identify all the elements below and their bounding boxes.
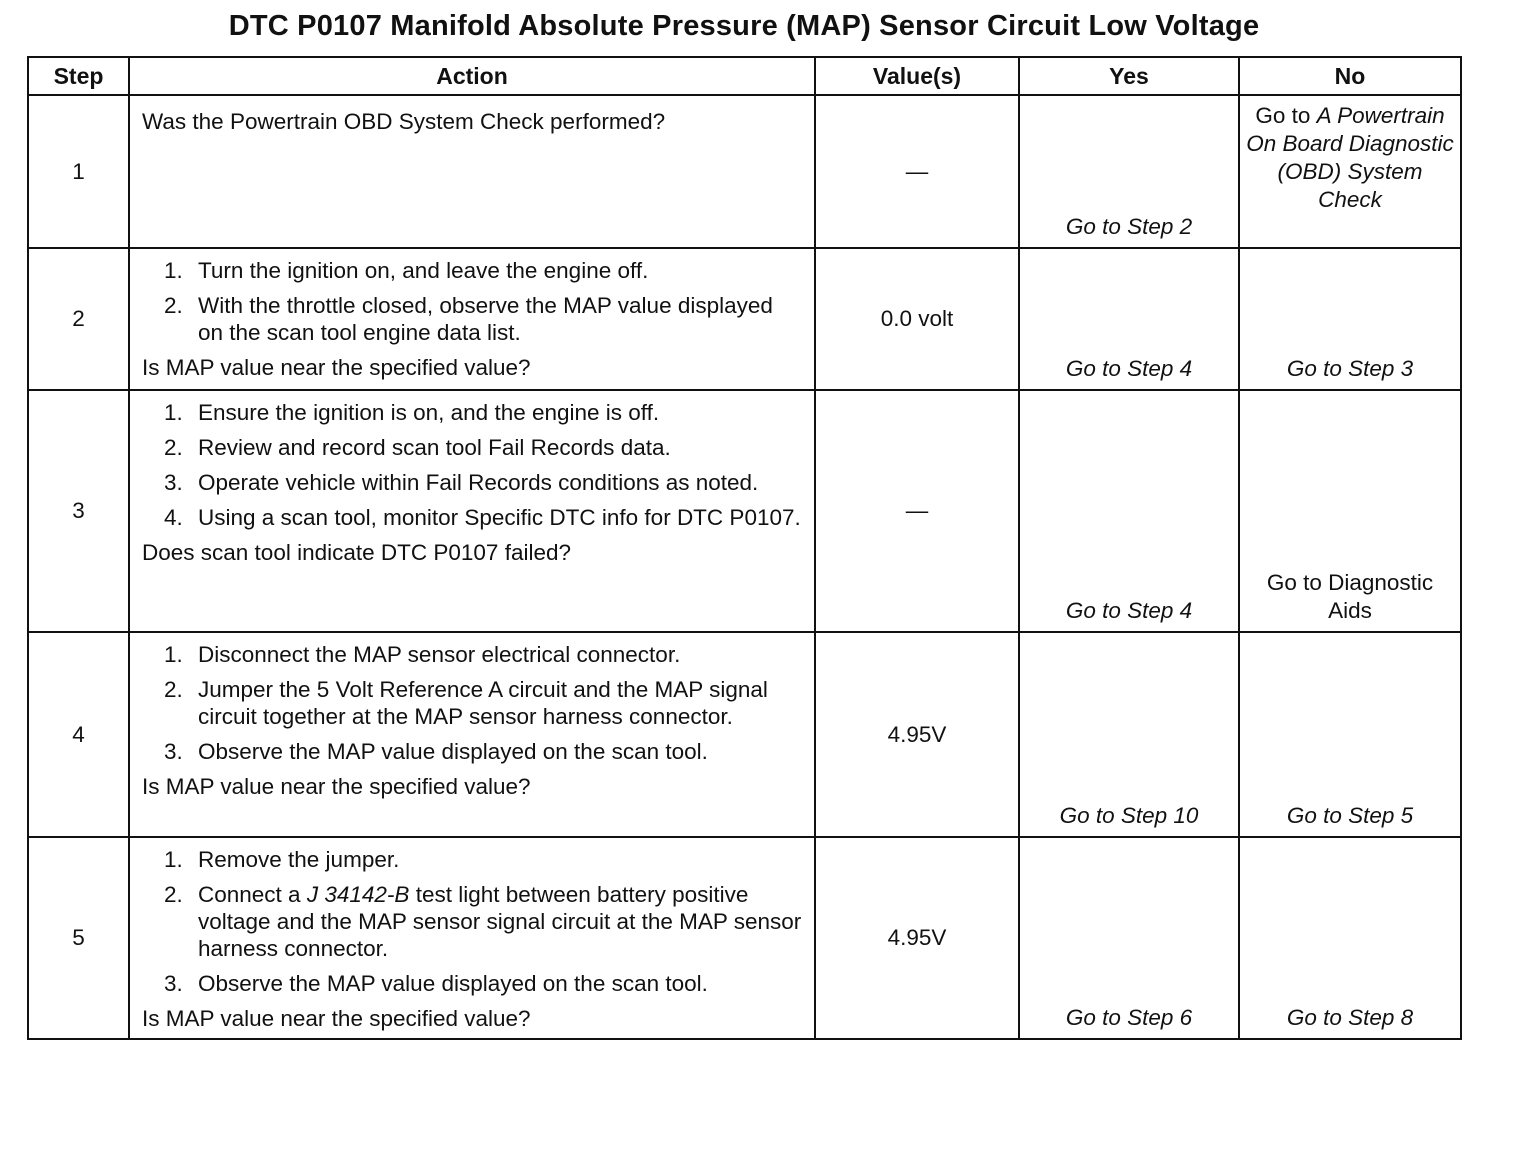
no-link[interactable]: Go to Step 3 [1239, 248, 1461, 390]
no-prefix: Go to [1255, 103, 1311, 128]
value-cell: — [815, 95, 1019, 248]
action-cell [129, 632, 815, 837]
item-text: Observe the MAP value displayed on the scan tool. [198, 739, 708, 764]
action-item [142, 846, 804, 873]
item-number: 1. [164, 642, 183, 667]
diagnostic-table [27, 56, 1462, 1040]
item-number: 4. [164, 505, 183, 530]
page-title: DTC P0107 Manifold Absolute Pressure (MAP) Sensor Circuit Low Voltage [228, 10, 1260, 42]
action-item [142, 469, 804, 496]
yes-link[interactable]: Go to Step 4 [1019, 248, 1239, 390]
action-item [142, 881, 804, 962]
step-number: 2 [28, 248, 129, 390]
value-cell: 4.95V [815, 837, 1019, 1039]
item-text: Turn the ignition on, and leave the engine off. [198, 258, 649, 283]
item-number: 3. [164, 739, 183, 764]
action-item [142, 292, 804, 346]
header-action: Action [129, 57, 815, 95]
step-number: 1 [28, 95, 129, 248]
tool-link[interactable]: J 34142-B [306, 882, 410, 907]
item-text: With the throttle closed, observe the MAP value displayed on the scan tool engine data list. [198, 293, 773, 345]
no-link[interactable]: Go to Step 8 [1239, 837, 1461, 1039]
step-number: 4 [28, 632, 129, 837]
action-question: Was the Powertrain OBD System Check performed? [142, 109, 666, 134]
item-text: Observe the MAP value displayed on the scan tool. [198, 971, 708, 996]
table-row [28, 837, 1461, 1039]
table-row [28, 390, 1461, 632]
step-number: 5 [28, 837, 129, 1039]
table-row [28, 95, 1461, 248]
action-question: Is MAP value near the specified value? [142, 1006, 531, 1031]
action-cell [129, 248, 815, 390]
step-number: 3 [28, 390, 129, 632]
action-item [142, 970, 804, 997]
action-question: Is MAP value near the specified value? [142, 774, 531, 799]
item-number: 1. [164, 258, 183, 283]
item-text: Jumper the 5 Volt Reference A circuit and the MAP signal circuit together at the MAP sensor harness connector. [198, 677, 768, 729]
action-cell [129, 837, 815, 1039]
item-text: Ensure the ignition is on, and the engine is off. [198, 400, 660, 425]
value-cell: — [815, 390, 1019, 632]
header-row [28, 57, 1461, 95]
yes-link[interactable]: Go to Step 6 [1019, 837, 1239, 1039]
item-number: 3. [164, 470, 183, 495]
header-step: Step [28, 57, 129, 95]
yes-link[interactable]: Go to Step 10 [1019, 632, 1239, 837]
item-text: Operate vehicle within Fail Records conditions as noted. [198, 470, 759, 495]
item-number: 3. [164, 971, 183, 996]
value-cell: 0.0 volt [815, 248, 1019, 390]
yes-link[interactable]: Go to Step 4 [1019, 390, 1239, 632]
action-question: Does scan tool indicate DTC P0107 failed? [142, 540, 571, 565]
header-values: Value(s) [815, 57, 1019, 95]
item-number: 2. [164, 677, 183, 702]
item-number: 2. [164, 882, 183, 907]
item-text: Remove the jumper. [198, 847, 400, 872]
action-cell [129, 95, 815, 248]
action-item [142, 738, 804, 765]
action-item [142, 399, 804, 426]
action-cell [129, 390, 815, 632]
item-text-pre: Connect a [198, 882, 301, 907]
no-link[interactable]: A Powertrain On Board Diagnostic (OBD) System Check [1246, 103, 1454, 212]
action-item [142, 641, 804, 668]
no-cell [1239, 95, 1461, 248]
no-link[interactable]: Go to Diagnostic Aids [1239, 390, 1461, 632]
value-cell: 4.95V [815, 632, 1019, 837]
header-yes: Yes [1019, 57, 1239, 95]
action-item [142, 676, 804, 730]
table-row [28, 632, 1461, 837]
item-number: 1. [164, 400, 183, 425]
action-item [142, 504, 804, 531]
item-text: Disconnect the MAP sensor electrical connector. [198, 642, 681, 667]
header-no: No [1239, 57, 1461, 95]
action-item [142, 434, 804, 461]
item-number: 2. [164, 435, 183, 460]
action-question: Is MAP value near the specified value? [142, 355, 531, 380]
item-number: 1. [164, 847, 183, 872]
table-row [28, 248, 1461, 390]
item-number: 2. [164, 293, 183, 318]
yes-link[interactable]: Go to Step 2 [1019, 95, 1239, 248]
action-item [142, 257, 804, 284]
item-text: Review and record scan tool Fail Records data. [198, 435, 671, 460]
item-text-post: test light between battery positive voltage and the MAP sensor signal circuit at the MAP sensor harness connector. [198, 882, 802, 961]
item-text: Using a scan tool, monitor Specific DTC info for DTC P0107. [198, 505, 801, 530]
no-link[interactable]: Go to Step 5 [1239, 632, 1461, 837]
